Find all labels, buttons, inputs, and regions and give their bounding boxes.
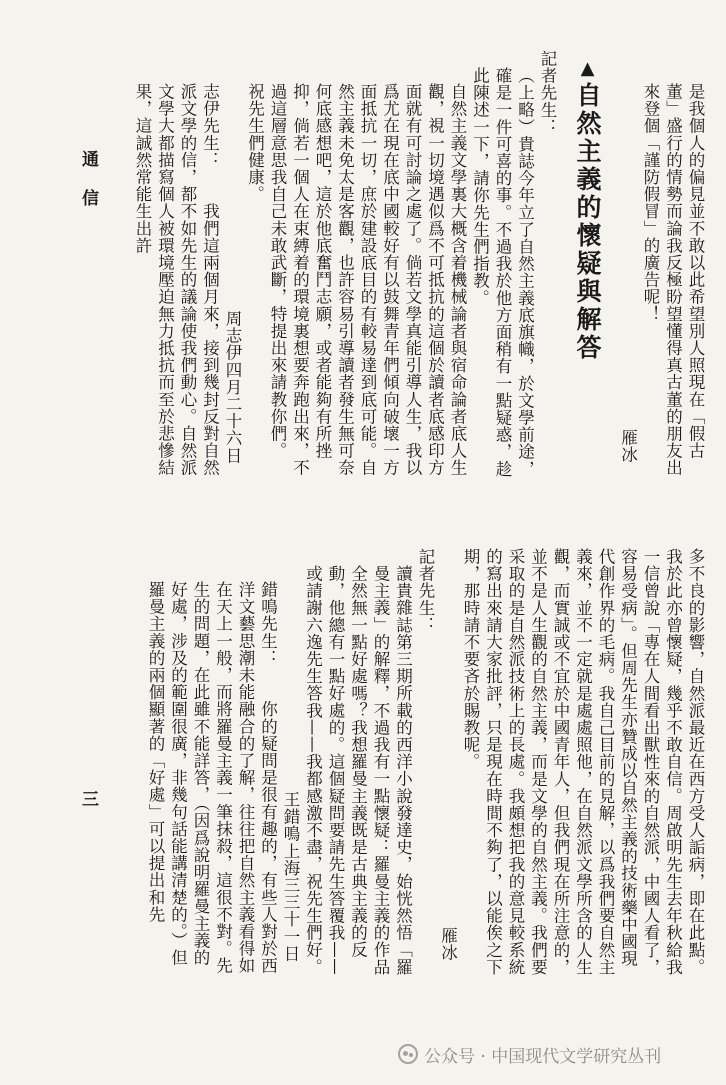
- watermark-text: 公众号 · 中国现代文学研究丛刊: [424, 1046, 662, 1067]
- letter-signoff: 周志伊四月二十六日: [223, 309, 242, 464]
- reply-salutation: [131, 50, 221, 480]
- title-triangle-icon: ▲: [577, 57, 598, 82]
- reply2-salutation: [144, 548, 279, 978]
- reply-continuation: 多不良的影響，自然派最近在西方受人詬病，即在此點。我於此亦曾懷疑，幾乎不敢自信。周啟明先生去年秋給我一信曾說「專在人間看出獸性來的自然派，中國人看了，容易受病」。但周先生亦贊成以自然主義的技術藥中國現代創作界的毛病。我自己目前的見解，以爲我們要自然主義來，並不一定就是處處照他，在自然派文學所含的人生觀，而實誠或不宜於中國青年人，但我們現在所注意的，並不是人生觀的自然主義，而是文學的自然主義。我們要采取的是自然派技術上的長處。我頗想把我的意見較系統的寫出來請大家批評，只是現在時間不夠了，以能俟之下期，那時請不要吝於賜教呢。: [461, 548, 705, 976]
- prev-letter-tail: 是我個人的偏見並不敢以此希望別人照現在「假古董」盛行的情勢而論我反極盼望懂得真古董的朋友出來登個「謹防假冒」的廣告呢！: [641, 83, 705, 477]
- watermark: [398, 1040, 718, 1068]
- lower-panel: [100, 548, 706, 978]
- reply-salutation-text: 志伊先生：: [200, 83, 220, 169]
- letter-paragraph: 自然主義文學裏大概含着機械論者與宿命論者底人生觀，視一切境遇似爲不可抵抗的這個於讀者底感印方面就有可討論之處了。倘若文學真能引導人生，我以爲尤在現在底中國較好有以鼓舞青年們傾向破壞一方面抵抗一切，庶於建設底目的有較易達到底可能。自然主義未免太是客觀，也許容易引導讀者發生無可奈何底感想吧，這於他底奮鬥志願，或者能夠有所挫抑，倘若一個人在束縛着的環境裏想要奔跑出來，不過這層意思我自己未敢武斷，特提出來請教你們。: [268, 83, 467, 477]
- page-number: 三: [78, 790, 98, 807]
- letter-closing: 祝先生們健康。: [245, 83, 265, 203]
- article-title: [572, 50, 602, 480]
- upper-panel: [100, 50, 706, 480]
- running-head: 通 信: [78, 150, 98, 214]
- letter-paragraph: （上略）貴誌今年立了自然主義底旗幟，於文學前途，確是一件可喜的事。不過我於他方面稍有一點疑惑，趁此陳述一下，請你先生們指教。: [470, 66, 535, 477]
- letter-salutation: 記者先生：: [538, 50, 557, 136]
- letter2-paragraph: 讀貴雜誌第三期所載的西洋小說發達史，始恍然悟「羅曼主義」的解釋，不過我有一點懷疑：羅曼主義的作品全然無一點好處嗎？我想羅曼主義既是古典主義的反動，他總有一點好處的。這個疑問要請先生答覆我——或請謝六逸先生答我——我都感激不盡，祝先生們好。: [303, 564, 413, 975]
- reply-signature: 雁冰: [438, 927, 458, 962]
- letter2-salutation: 記者先生：: [416, 548, 435, 634]
- wechat-icon: [398, 1044, 418, 1064]
- reply-paragraph: 我們這兩個月來，接到幾封反對自然派文學的信，都不如先生的議論使我們動心。自然派文學大都描寫個人被環境壓迫無力抵抗而至於悲慘結果，這誠然常能生出許: [133, 83, 220, 477]
- letter2-signoff: 王錯鳴上海三三十一日: [281, 790, 300, 962]
- prev-letter-signature: 雁冰: [618, 429, 638, 464]
- article-title-text: 自然主義的懷疑與解答: [573, 81, 602, 362]
- reply2-salutation-text: 錯鳴先生：: [258, 581, 278, 667]
- reply2-paragraph: 你的疑問是很有趣的，有些人對於西洋文藝思潮未能融合的了解，往往把自然主義看得如在天上一般，而將羅曼主義一筆抹殺，這很不對。先生的問題，在此雖不能詳答，（因爲說明羅曼主義的好處，涉及的範圍很廣，非幾句話能講清楚的。）但羅曼主義的兩個顯著的「好處」可以提出和先: [146, 581, 278, 975]
